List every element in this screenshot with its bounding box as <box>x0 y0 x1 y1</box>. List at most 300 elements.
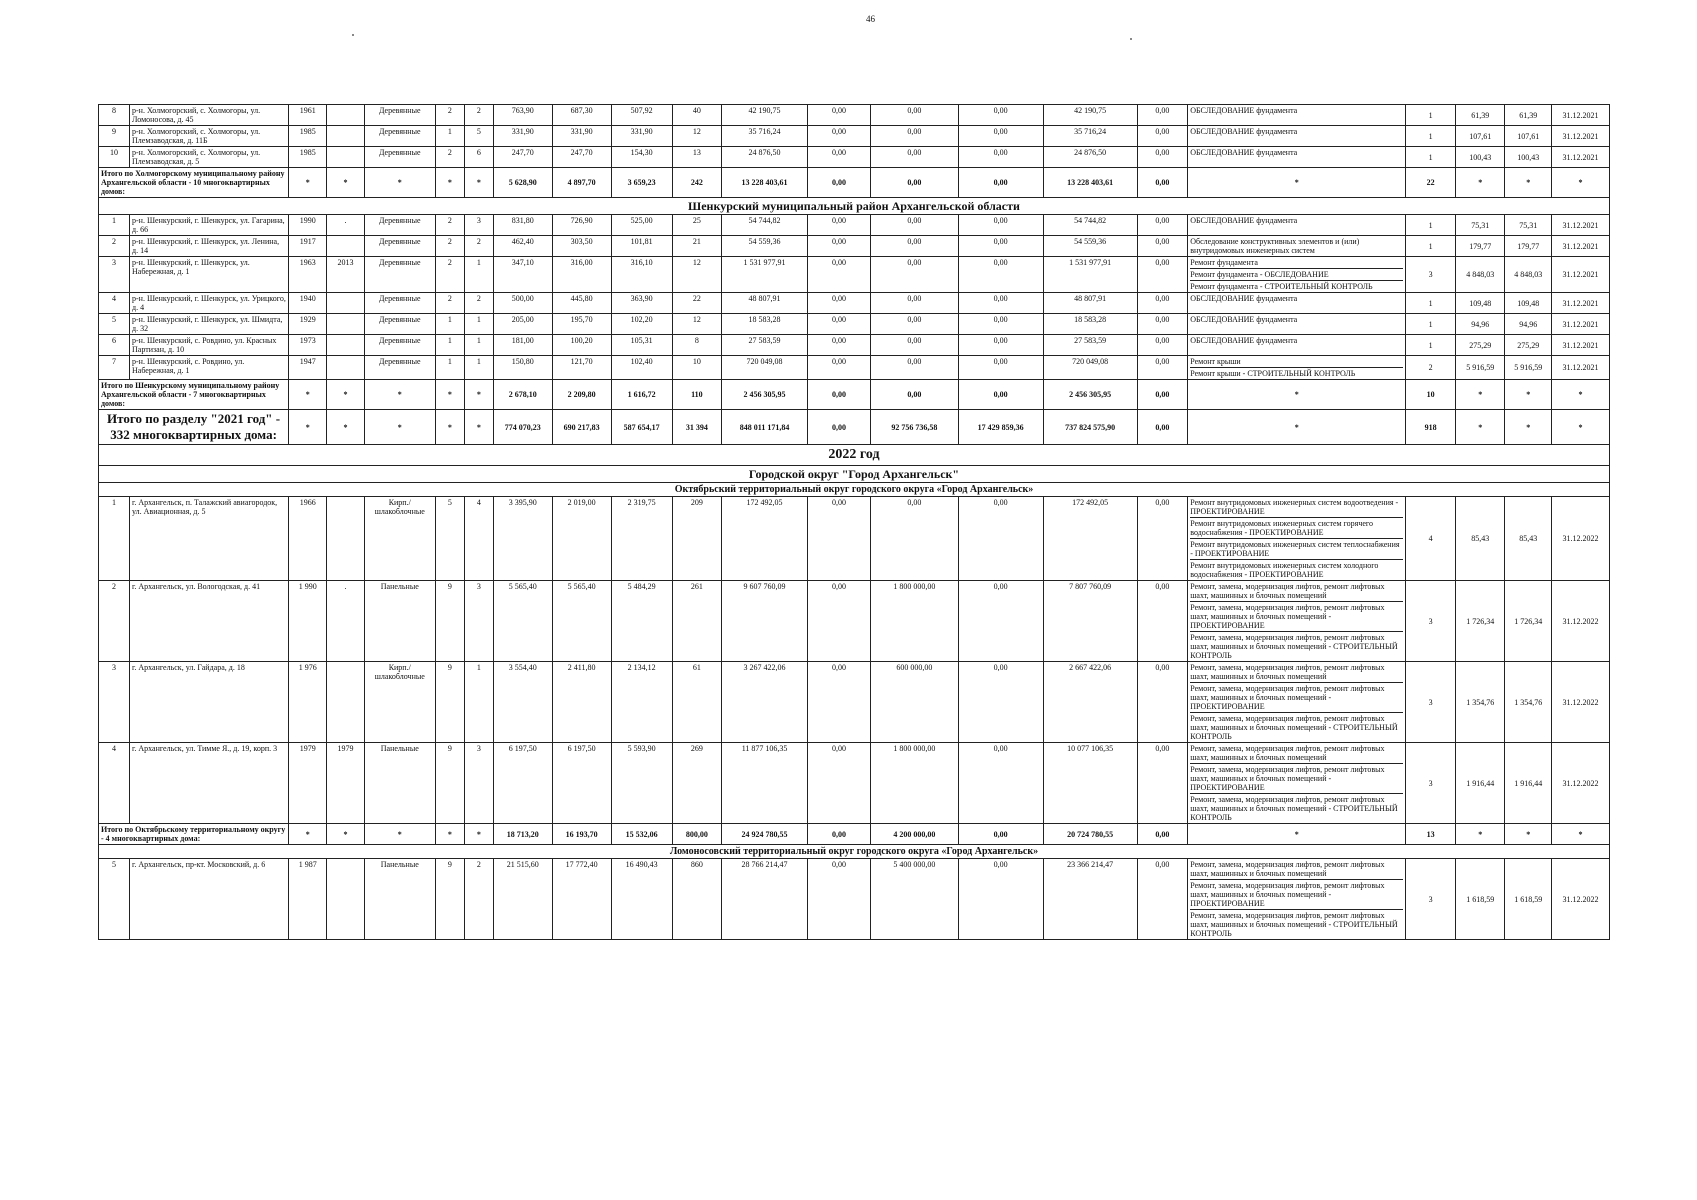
regional-budget: 92 756 736,58 <box>870 410 958 445</box>
work-type-item: Обследование конструктивных элементов и (или) внутридомовых инженерных систем <box>1190 237 1360 255</box>
house-address: р-н. Шенкурский, г. Шенкурск, ул. Гагарина, д. 66 <box>130 215 289 236</box>
fund-share: 0,00 <box>807 293 870 314</box>
placeholder-star: * <box>364 168 435 198</box>
local-budget: 0,00 <box>958 380 1043 410</box>
row-number: 2 <box>99 236 130 257</box>
premises-area: 331,90 <box>552 126 611 147</box>
unit-cost: 107,61 <box>1455 126 1505 147</box>
repair-cost-total: 27 583,59 <box>722 335 808 356</box>
work-types <box>1188 743 1406 824</box>
residential-area: 16 490,43 <box>611 859 672 940</box>
local-budget: 0,00 <box>958 859 1043 940</box>
placeholder-star: * <box>364 380 435 410</box>
premises-area: 17 772,40 <box>552 859 611 940</box>
placeholder-star: * <box>435 410 464 445</box>
total-area: 331,90 <box>493 126 552 147</box>
fund-share: 0,00 <box>807 581 870 662</box>
entrances-count: 2 <box>464 293 493 314</box>
owners-funds: 2 667 422,06 <box>1043 662 1137 743</box>
total-area: 3 554,40 <box>493 662 552 743</box>
regional-budget: 0,00 <box>870 335 958 356</box>
other-funds: 0,00 <box>1137 859 1188 940</box>
max-unit-cost: 100,43 <box>1505 147 1552 168</box>
work-types <box>1188 314 1406 335</box>
year-built: 1979 <box>289 743 327 824</box>
year-reconstructed <box>327 497 364 581</box>
wall-material: Деревянные <box>364 314 435 335</box>
total-area: 831,80 <box>493 215 552 236</box>
work-types <box>1188 859 1406 940</box>
residential-area: 331,90 <box>611 126 672 147</box>
fund-share: 0,00 <box>807 257 870 293</box>
other-funds: 0,00 <box>1137 314 1188 335</box>
row-number: 3 <box>99 257 130 293</box>
wall-material: Деревянные <box>364 147 435 168</box>
year-built: 1961 <box>289 105 327 126</box>
placeholder-star: * <box>464 380 493 410</box>
residential-area: 316,10 <box>611 257 672 293</box>
work-type-item: Ремонт, замена, модернизация лифтов, ремонт лифтовых шахт, машинных и блочных помещений - ПРОЕКТИРОВАНИЕ <box>1190 602 1403 632</box>
repair-cost-total: 54 559,36 <box>722 236 808 257</box>
local-budget: 0,00 <box>958 215 1043 236</box>
owners-funds: 737 824 575,90 <box>1043 410 1137 445</box>
table-row <box>99 743 1610 824</box>
owners-funds: 27 583,59 <box>1043 335 1137 356</box>
year-built: 1985 <box>289 147 327 168</box>
floors-count: 5 <box>435 497 464 581</box>
max-unit-cost: 1 916,44 <box>1505 743 1552 824</box>
total-area: 2 678,10 <box>493 380 552 410</box>
owners-funds: 54 559,36 <box>1043 236 1137 257</box>
completion-date: 31.12.2022 <box>1551 743 1609 824</box>
work-type-item: Ремонт, замена, модернизация лифтов, ремонт лифтовых шахт, машинных и блочных помещений <box>1190 662 1403 683</box>
work-count: 10 <box>1406 380 1456 410</box>
completion-date: 31.12.2022 <box>1551 662 1609 743</box>
residential-area: 363,90 <box>611 293 672 314</box>
year-built: 1947 <box>289 356 327 380</box>
section-title: Ломоносовский территориальный округ городского округа «Город Архангельск» <box>99 845 1610 859</box>
year-built: 1 976 <box>289 662 327 743</box>
placeholder-star: * <box>327 168 364 198</box>
regional-budget: 1 800 000,00 <box>870 581 958 662</box>
owners-funds: 7 807 760,09 <box>1043 581 1137 662</box>
residential-area: 101,81 <box>611 236 672 257</box>
other-funds: 0,00 <box>1137 257 1188 293</box>
placeholder-star: * <box>1551 410 1609 445</box>
total-area: 247,70 <box>493 147 552 168</box>
residential-area: 154,30 <box>611 147 672 168</box>
capital-repair-program-table <box>98 104 1610 940</box>
fund-share: 0,00 <box>807 168 870 198</box>
work-type-item: Ремонт фундамента - СТРОИТЕЛЬНЫЙ КОНТРОЛЬ <box>1190 282 1373 291</box>
max-unit-cost: 1 726,34 <box>1505 581 1552 662</box>
premises-area: 6 197,50 <box>552 743 611 824</box>
regional-budget: 0,00 <box>870 147 958 168</box>
section-header-row <box>99 466 1610 483</box>
completion-date: 31.12.2021 <box>1551 105 1609 126</box>
house-address: р-н. Шенкурский, с. Ровдино, ул. Красных Партизан, д. 10 <box>130 335 289 356</box>
fund-share: 0,00 <box>807 824 870 845</box>
floors-count: 2 <box>435 215 464 236</box>
section-header-row <box>99 845 1610 859</box>
work-type-item: Ремонт крыши - СТРОИТЕЛЬНЫЙ КОНТРОЛЬ <box>1190 369 1356 378</box>
table-row <box>99 236 1610 257</box>
regional-budget: 600 000,00 <box>870 662 958 743</box>
work-types <box>1188 581 1406 662</box>
regional-budget: 0,00 <box>870 236 958 257</box>
work-count: 1 <box>1406 293 1456 314</box>
local-budget: 0,00 <box>958 581 1043 662</box>
max-unit-cost: 1 354,76 <box>1505 662 1552 743</box>
work-count: 1 <box>1406 335 1456 356</box>
residents-count: 860 <box>672 859 722 940</box>
repair-cost-total: 848 011 171,84 <box>722 410 808 445</box>
other-funds: 0,00 <box>1137 335 1188 356</box>
placeholder-star: * <box>1188 168 1406 198</box>
owners-funds: 20 724 780,55 <box>1043 824 1137 845</box>
year-reconstructed <box>327 335 364 356</box>
row-number: 6 <box>99 335 130 356</box>
row-number: 1 <box>99 497 130 581</box>
total-area: 3 395,90 <box>493 497 552 581</box>
page-number: 46 <box>866 14 875 24</box>
wall-material: Деревянные <box>364 356 435 380</box>
max-unit-cost: 109,48 <box>1505 293 1552 314</box>
repair-cost-total: 11 877 106,35 <box>722 743 808 824</box>
work-types <box>1188 356 1406 380</box>
completion-date: 31.12.2022 <box>1551 581 1609 662</box>
wall-material: Панельные <box>364 581 435 662</box>
local-budget: 17 429 859,36 <box>958 410 1043 445</box>
table-row <box>99 293 1610 314</box>
wall-material: Панельные <box>364 743 435 824</box>
residents-count: 269 <box>672 743 722 824</box>
repair-cost-total: 48 807,91 <box>722 293 808 314</box>
completion-date: 31.12.2021 <box>1551 335 1609 356</box>
work-type-item: Ремонт, замена, модернизация лифтов, ремонт лифтовых шахт, машинных и блочных помещений <box>1190 859 1403 880</box>
entrances-count: 1 <box>464 335 493 356</box>
section-total-row <box>99 410 1610 445</box>
row-number: 9 <box>99 126 130 147</box>
unit-cost: 94,96 <box>1455 314 1505 335</box>
subtotal-label: Итого по Октябрьскому территориальному округу - 4 многоквартирных дома: <box>99 824 289 845</box>
premises-area: 690 217,83 <box>552 410 611 445</box>
placeholder-star: * <box>1188 380 1406 410</box>
placeholder-star: * <box>435 380 464 410</box>
entrances-count: 1 <box>464 257 493 293</box>
unit-cost: 1 916,44 <box>1455 743 1505 824</box>
table-body <box>99 105 1610 940</box>
entrances-count: 3 <box>464 215 493 236</box>
residents-count: 12 <box>672 314 722 335</box>
work-type-item: Ремонт фундамента <box>1190 257 1403 269</box>
local-budget: 0,00 <box>958 257 1043 293</box>
row-number: 7 <box>99 356 130 380</box>
owners-funds: 2 456 305,95 <box>1043 380 1137 410</box>
year-built: 1929 <box>289 314 327 335</box>
premises-area: 5 565,40 <box>552 581 611 662</box>
scan-speck <box>352 34 354 36</box>
residents-count: 209 <box>672 497 722 581</box>
unit-cost: 179,77 <box>1455 236 1505 257</box>
work-types <box>1188 215 1406 236</box>
section-header-row <box>99 445 1610 466</box>
max-unit-cost: 61,39 <box>1505 105 1552 126</box>
total-area: 500,00 <box>493 293 552 314</box>
premises-area: 726,90 <box>552 215 611 236</box>
wall-material: Деревянные <box>364 236 435 257</box>
work-type-item: Ремонт, замена, модернизация лифтов, ремонт лифтовых шахт, машинных и блочных помещений <box>1190 743 1403 764</box>
work-type-item: Ремонт, замена, модернизация лифтов, ремонт лифтовых шахт, машинных и блочных помещений - СТРОИТЕЛЬНЫЙ КОНТРОЛЬ <box>1190 633 1398 660</box>
wall-material: Кирп./ шлакоблочные <box>364 497 435 581</box>
row-number: 5 <box>99 314 130 335</box>
unit-cost: 85,43 <box>1455 497 1505 581</box>
other-funds: 0,00 <box>1137 356 1188 380</box>
residential-area: 587 654,17 <box>611 410 672 445</box>
year-reconstructed: 1979 <box>327 743 364 824</box>
completion-date: 31.12.2021 <box>1551 215 1609 236</box>
wall-material: Деревянные <box>364 126 435 147</box>
floors-count: 1 <box>435 126 464 147</box>
fund-share: 0,00 <box>807 662 870 743</box>
house-address: р-н. Шенкурский, г. Шенкурск, ул. Набережная, д. 1 <box>130 257 289 293</box>
local-budget: 0,00 <box>958 168 1043 198</box>
work-count: 1 <box>1406 236 1456 257</box>
other-funds: 0,00 <box>1137 497 1188 581</box>
owners-funds: 35 716,24 <box>1043 126 1137 147</box>
premises-area: 687,30 <box>552 105 611 126</box>
floors-count: 1 <box>435 356 464 380</box>
work-count: 1 <box>1406 215 1456 236</box>
placeholder-star: * <box>289 410 327 445</box>
completion-date: 31.12.2021 <box>1551 293 1609 314</box>
house-address: р-н. Шенкурский, г. Шенкурск, ул. Шмидта, д. 32 <box>130 314 289 335</box>
row-number: 2 <box>99 581 130 662</box>
work-count: 4 <box>1406 497 1456 581</box>
total-area: 5 628,90 <box>493 168 552 198</box>
year-reconstructed <box>327 662 364 743</box>
residents-count: 13 <box>672 147 722 168</box>
work-type-item: Ремонт, замена, модернизация лифтов, ремонт лифтовых шахт, машинных и блочных помещений - СТРОИТЕЛЬНЫЙ КОНТРОЛЬ <box>1190 795 1398 822</box>
wall-material: Деревянные <box>364 257 435 293</box>
fund-share: 0,00 <box>807 743 870 824</box>
entrances-count: 6 <box>464 147 493 168</box>
subtotal-row <box>99 824 1610 845</box>
premises-area: 100,20 <box>552 335 611 356</box>
placeholder-star: * <box>1505 380 1552 410</box>
work-types <box>1188 105 1406 126</box>
placeholder-star: * <box>1455 410 1505 445</box>
row-number: 5 <box>99 859 130 940</box>
max-unit-cost: 179,77 <box>1505 236 1552 257</box>
row-number: 3 <box>99 662 130 743</box>
wall-material: Кирп./ шлакоблочные <box>364 662 435 743</box>
residential-area: 5 484,29 <box>611 581 672 662</box>
repair-cost-total: 1 531 977,91 <box>722 257 808 293</box>
year-built: 1 990 <box>289 581 327 662</box>
residents-count: 261 <box>672 581 722 662</box>
house-address: р-н. Шенкурский, г. Шенкурск, ул. Урицкого, д. 4 <box>130 293 289 314</box>
owners-funds: 18 583,28 <box>1043 314 1137 335</box>
total-area: 21 515,60 <box>493 859 552 940</box>
placeholder-star: * <box>1188 824 1406 845</box>
regional-budget: 0,00 <box>870 356 958 380</box>
entrances-count: 2 <box>464 236 493 257</box>
residents-count: 242 <box>672 168 722 198</box>
regional-budget: 4 200 000,00 <box>870 824 958 845</box>
completion-date: 31.12.2021 <box>1551 126 1609 147</box>
floors-count: 2 <box>435 293 464 314</box>
local-budget: 0,00 <box>958 356 1043 380</box>
work-types <box>1188 147 1406 168</box>
work-count: 22 <box>1406 168 1456 198</box>
table-row <box>99 581 1610 662</box>
work-count: 3 <box>1406 859 1456 940</box>
unit-cost: 1 354,76 <box>1455 662 1505 743</box>
table-row <box>99 126 1610 147</box>
residential-area: 5 593,90 <box>611 743 672 824</box>
local-budget: 0,00 <box>958 497 1043 581</box>
owners-funds: 48 807,91 <box>1043 293 1137 314</box>
work-type-item: ОБСЛЕДОВАНИЕ фундамента <box>1190 315 1298 324</box>
unit-cost: 109,48 <box>1455 293 1505 314</box>
work-type-item: Ремонт внутридомовых инженерных систем водоотведения - ПРОЕКТИРОВАНИЕ <box>1190 497 1403 518</box>
fund-share: 0,00 <box>807 497 870 581</box>
other-funds: 0,00 <box>1137 293 1188 314</box>
total-area: 18 713,20 <box>493 824 552 845</box>
house-address: г. Архангельск, ул. Гайдара, д. 18 <box>130 662 289 743</box>
placeholder-star: * <box>1551 824 1609 845</box>
work-type-item: ОБСЛЕДОВАНИЕ фундамента <box>1190 294 1298 303</box>
residents-count: 800,00 <box>672 824 722 845</box>
work-types <box>1188 293 1406 314</box>
placeholder-star: * <box>327 380 364 410</box>
unit-cost: 4 848,03 <box>1455 257 1505 293</box>
year-built: 1985 <box>289 126 327 147</box>
completion-date: 31.12.2022 <box>1551 497 1609 581</box>
work-types <box>1188 662 1406 743</box>
other-funds: 0,00 <box>1137 410 1188 445</box>
year-built: 1 987 <box>289 859 327 940</box>
row-number: 4 <box>99 743 130 824</box>
local-budget: 0,00 <box>958 236 1043 257</box>
local-budget: 0,00 <box>958 126 1043 147</box>
section-title: 2022 год <box>99 445 1610 466</box>
premises-area: 2 019,00 <box>552 497 611 581</box>
row-number: 10 <box>99 147 130 168</box>
regional-budget: 0,00 <box>870 105 958 126</box>
unit-cost: 275,29 <box>1455 335 1505 356</box>
fund-share: 0,00 <box>807 236 870 257</box>
work-type-item: Ремонт, замена, модернизация лифтов, ремонт лифтовых шахт, машинных и блочных помещений - ПРОЕКТИРОВАНИЕ <box>1190 880 1403 910</box>
work-types <box>1188 335 1406 356</box>
completion-date: 31.12.2021 <box>1551 314 1609 335</box>
placeholder-star: * <box>1455 168 1505 198</box>
local-budget: 0,00 <box>958 293 1043 314</box>
repair-cost-total: 3 267 422,06 <box>722 662 808 743</box>
work-type-item: Ремонт внутридомовых инженерных систем горячего водоснабжения - ПРОЕКТИРОВАНИЕ <box>1190 518 1403 539</box>
other-funds: 0,00 <box>1137 168 1188 198</box>
work-count: 13 <box>1406 824 1456 845</box>
max-unit-cost: 1 618,59 <box>1505 859 1552 940</box>
premises-area: 2 209,80 <box>552 380 611 410</box>
local-budget: 0,00 <box>958 105 1043 126</box>
floors-count: 9 <box>435 859 464 940</box>
premises-area: 303,50 <box>552 236 611 257</box>
repair-cost-total: 18 583,28 <box>722 314 808 335</box>
house-address: г. Архангельск, ул. Тимме Я., д. 19, корп. 3 <box>130 743 289 824</box>
work-count: 918 <box>1406 410 1456 445</box>
year-reconstructed <box>327 147 364 168</box>
residential-area: 15 532,06 <box>611 824 672 845</box>
wall-material: Деревянные <box>364 105 435 126</box>
work-types <box>1188 497 1406 581</box>
floors-count: 2 <box>435 147 464 168</box>
work-type-item: Ремонт, замена, модернизация лифтов, ремонт лифтовых шахт, машинных и блочных помещений - СТРОИТЕЛЬНЫЙ КОНТРОЛЬ <box>1190 911 1398 938</box>
floors-count: 2 <box>435 257 464 293</box>
work-type-item: Ремонт фундамента - ОБСЛЕДОВАНИЕ <box>1190 269 1403 281</box>
residents-count: 25 <box>672 215 722 236</box>
work-type-item: ОБСЛЕДОВАНИЕ фундамента <box>1190 127 1298 136</box>
wall-material: Деревянные <box>364 215 435 236</box>
work-count: 1 <box>1406 105 1456 126</box>
work-count: 2 <box>1406 356 1456 380</box>
residential-area: 3 659,23 <box>611 168 672 198</box>
work-type-item: ОБСЛЕДОВАНИЕ фундамента <box>1190 148 1298 157</box>
floors-count: 1 <box>435 314 464 335</box>
regional-budget: 0,00 <box>870 168 958 198</box>
other-funds: 0,00 <box>1137 581 1188 662</box>
unit-cost: 5 916,59 <box>1455 356 1505 380</box>
placeholder-star: * <box>289 168 327 198</box>
owners-funds: 720 049,08 <box>1043 356 1137 380</box>
repair-cost-total: 2 456 305,95 <box>722 380 808 410</box>
completion-date: 31.12.2021 <box>1551 147 1609 168</box>
residential-area: 102,20 <box>611 314 672 335</box>
owners-funds: 10 077 106,35 <box>1043 743 1137 824</box>
fund-share: 0,00 <box>807 859 870 940</box>
section-header-row <box>99 483 1610 497</box>
max-unit-cost: 5 916,59 <box>1505 356 1552 380</box>
work-count: 1 <box>1406 126 1456 147</box>
repair-cost-total: 28 766 214,47 <box>722 859 808 940</box>
residents-count: 10 <box>672 356 722 380</box>
house-address: р-н. Холмогорский, с. Холмогоры, ул. Племзаводская, д. 11Б <box>130 126 289 147</box>
regional-budget: 0,00 <box>870 215 958 236</box>
placeholder-star: * <box>435 168 464 198</box>
fund-share: 0,00 <box>807 380 870 410</box>
row-number: 1 <box>99 215 130 236</box>
placeholder-star: * <box>1455 824 1505 845</box>
subtotal-label: Итого по Шенкурскому муниципальному району Архангельской области - 7 многоквартирных домов: <box>99 380 289 410</box>
placeholder-star: * <box>1505 168 1552 198</box>
wall-material: Деревянные <box>364 293 435 314</box>
subtotal-row <box>99 380 1610 410</box>
year-built: 1966 <box>289 497 327 581</box>
work-type-item: ОБСЛЕДОВАНИЕ фундамента <box>1190 106 1298 115</box>
regional-budget: 0,00 <box>870 497 958 581</box>
fund-share: 0,00 <box>807 147 870 168</box>
residential-area: 2 319,75 <box>611 497 672 581</box>
work-count: 1 <box>1406 314 1456 335</box>
unit-cost: 1 726,34 <box>1455 581 1505 662</box>
placeholder-star: * <box>464 410 493 445</box>
table-row <box>99 257 1610 293</box>
regional-budget: 5 400 000,00 <box>870 859 958 940</box>
house-address: р-н. Холмогорский, с. Холмогоры, ул. Племзаводская, д. 5 <box>130 147 289 168</box>
repair-cost-total: 9 607 760,09 <box>722 581 808 662</box>
local-budget: 0,00 <box>958 335 1043 356</box>
